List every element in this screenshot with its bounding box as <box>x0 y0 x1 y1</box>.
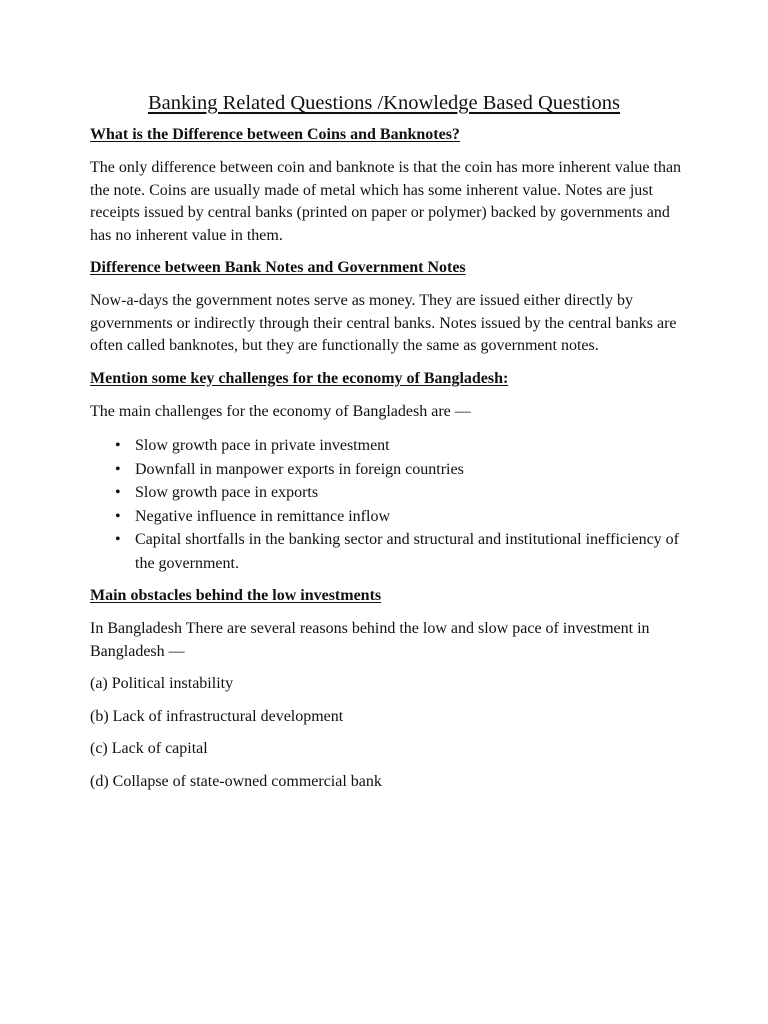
obstacle-item: (b) Lack of infrastructural development <box>90 707 344 725</box>
section-heading: What is the Difference between Coins and Banknotes? <box>90 126 460 143</box>
bullet-text: Capital shortfalls in the banking sector and structural and institutional inefficiency of the government. <box>135 531 680 572</box>
section-paragraph: The main challenges for the economy of Bangladesh are — <box>90 402 471 420</box>
bullet-icon: • <box>115 531 121 548</box>
section-heading: Mention some key challenges for the economy of Bangladesh: <box>90 369 509 387</box>
obstacle-item: (a) Political instability <box>90 675 234 692</box>
section-paragraph: In Bangladesh There are several reasons behind the low and slow pace of investment in Bangladesh — <box>90 620 650 660</box>
bullet-item <box>90 481 690 505</box>
section-heading: Difference between Bank Notes and Government Notes <box>90 259 466 276</box>
bullet-icon: • <box>115 507 121 525</box>
section-economy-challenges <box>90 369 690 576</box>
bullet-item <box>90 458 690 482</box>
section-investment-obstacles <box>90 586 690 792</box>
document-page <box>90 92 690 804</box>
bullet-icon: • <box>115 437 121 454</box>
bullet-text: Downfall in manpower exports in foreign countries <box>135 460 464 478</box>
bullet-item <box>90 505 690 529</box>
bullet-text: Slow growth pace in private investment <box>135 437 390 454</box>
bullet-text: Slow growth pace in exports <box>135 484 319 501</box>
bullet-item <box>90 528 690 575</box>
section-paragraph: Now-a-days the government notes serve as money. They are issued either directly by governments or indirectly through their central banks. Notes issued by the central banks are often called banknotes, but they are functionally the same as government notes. <box>90 292 677 354</box>
obstacle-item: (d) Collapse of state-owned commercial bank <box>90 772 382 790</box>
obstacle-item: (c) Lack of capital <box>90 740 208 757</box>
bullet-icon: • <box>115 484 121 501</box>
bullet-item <box>90 434 690 458</box>
bullet-icon: • <box>115 460 121 478</box>
bullet-text: Negative influence in remittance inflow <box>135 507 391 525</box>
section-bank-vs-government-notes <box>90 258 690 358</box>
section-coins-vs-banknotes <box>90 125 690 247</box>
document-title: Banking Related Questions /Knowledge Based Questions <box>147 92 620 114</box>
challenges-bullet-list <box>90 434 690 575</box>
section-heading: Main obstacles behind the low investments <box>90 587 382 604</box>
section-paragraph: The only difference between coin and banknote is that the coin has more inherent value than the note. Coins are usually made of metal which has some inherent value. Notes are just receipts issued by central banks (printed on paper or polymer) backed by governments and has no inherent value in them. <box>90 159 682 244</box>
